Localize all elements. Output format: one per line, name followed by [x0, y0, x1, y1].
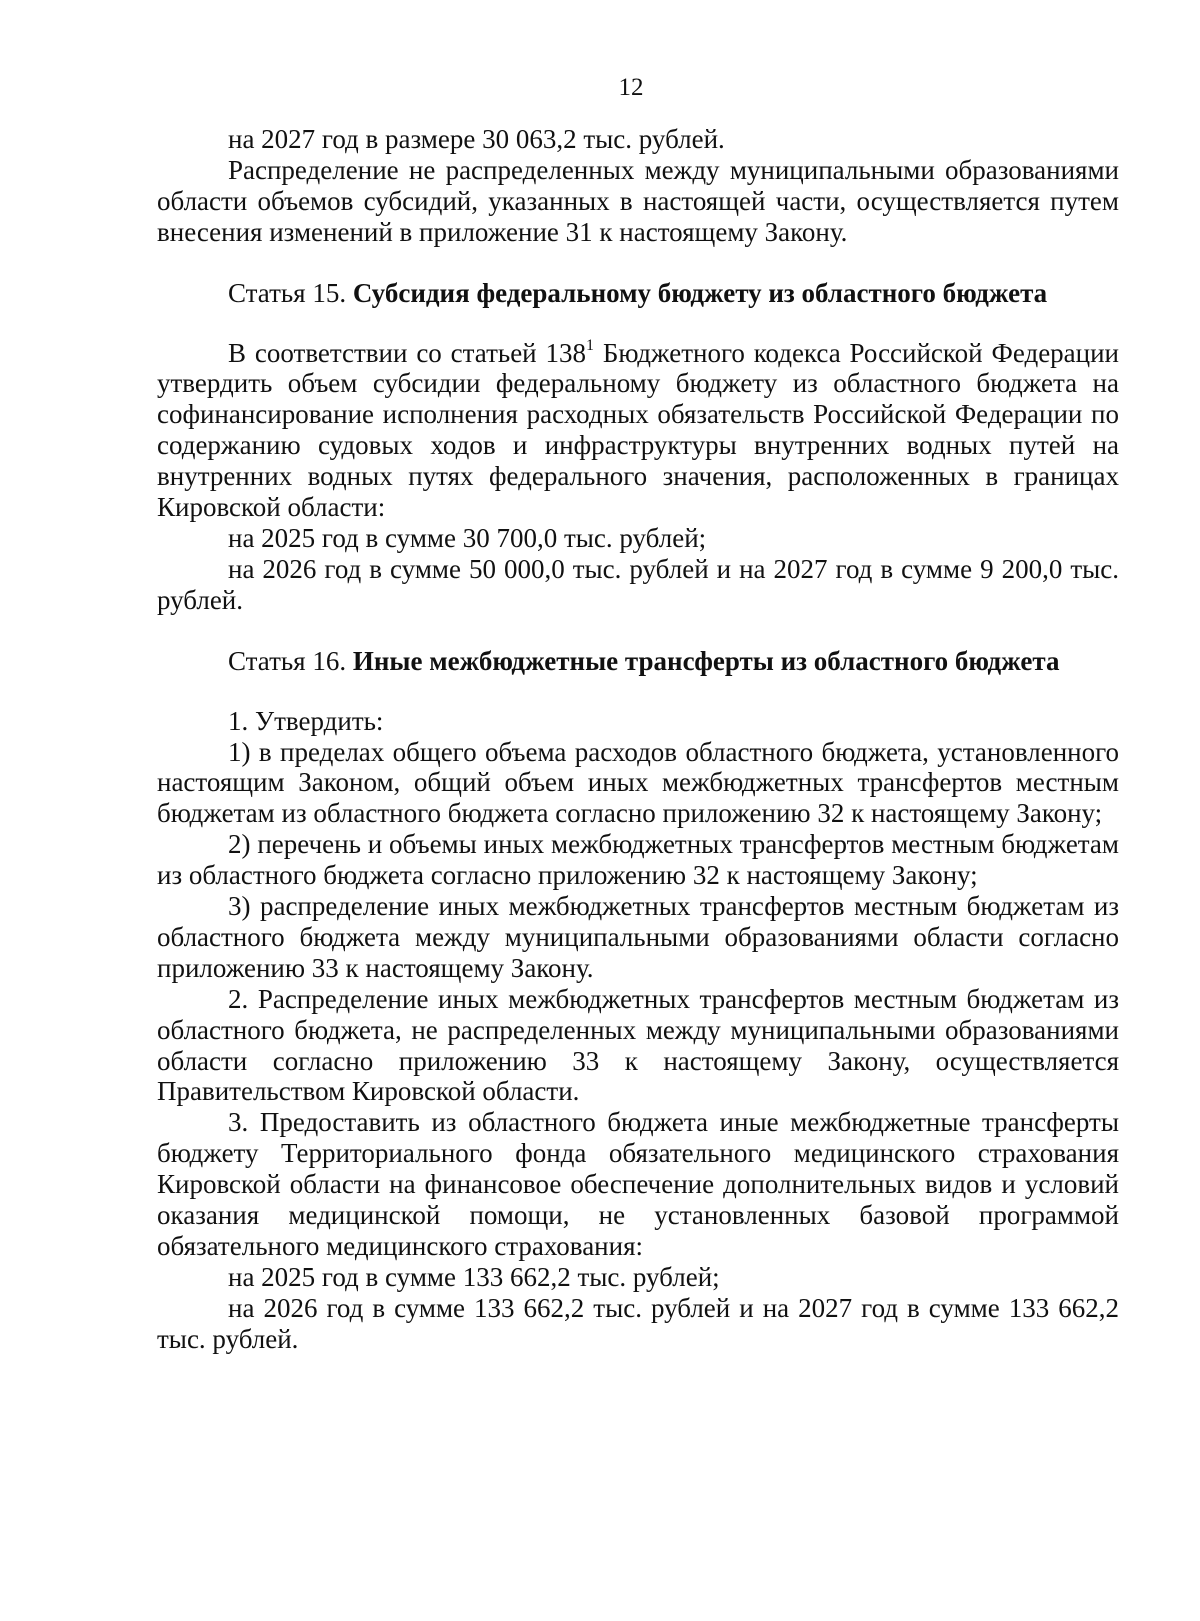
article-15-label: Статья 15.: [228, 277, 347, 308]
article-16-paragraph-7: на 2025 год в сумме 133 662,2 тыс. рублей;: [228, 1261, 720, 1292]
article-16-paragraph-3: 2) перечень и объемы иных межбюджетных трансфертов местным бюджетам из областного бюджета согласно приложению 32 к настоящему Закону;: [157, 829, 1119, 891]
article-16-paragraph-4: 3) распределение иных межбюджетных трансфертов местным бюджетам из областного бюджета между муниципальными образованиями области согласно приложению 33 к настоящему Закону.: [157, 891, 1119, 983]
article-16-paragraph-1: 1. Утвердить:: [228, 705, 384, 736]
article-16-paragraph-2: 1) в пределах общего объема расходов областного бюджета, установленного настоящим Законом, общий объем иных межбюджетных трансфертов местным бюджетам из областного бюджета согласно приложению 32 к настоящему Закону;: [157, 736, 1119, 829]
intro-paragraph-1: на 2027 год в размере 30 063,2 тыс. рублей.: [228, 124, 725, 154]
article-15-p1-start: В соответствии со статьей 138: [228, 337, 587, 368]
article-16-paragraph-6: 3. Предоставить из областного бюджета иные межбюджетные трансферты бюджету Территориального фонда обязательного медицинского страхования Кировской области на финансовое обеспечение дополнительных видов и условий оказания медицинской помощи, не установленных базовой программой обязательного медицинского страхования:: [157, 1107, 1119, 1261]
article-15-heading: [157, 278, 1119, 309]
article-15-title: Субсидия федеральному бюджету из областного бюджета: [352, 277, 1048, 308]
article-16-paragraph-5: 2. Распределение иных межбюджетных трансфертов местным бюджетам из областного бюджета, не распределенных между муниципальными образованиями области согласно приложению 33 к настоящему Закону, осуществляется Правительством Кировской области.: [157, 983, 1119, 1107]
article-15-paragraph-3: на 2026 год в сумме 50 000,0 тыс. рублей и на 2027 год в сумме 9 200,0 тыс. рублей.: [157, 553, 1119, 615]
article-15-paragraph-2: на 2025 год в сумме 30 700,0 тыс. рублей;: [228, 522, 707, 553]
article-16-title: Иные межбюджетные трансферты из областного бюджета: [352, 645, 1060, 676]
article-16-paragraph-8: на 2026 год в сумме 133 662,2 тыс. рублей и на 2027 год в сумме 133 662,2 тыс. рублей.: [157, 1292, 1119, 1354]
superscript: 1: [586, 336, 595, 354]
article-16-label: Статья 16.: [228, 645, 347, 676]
article-15-paragraph-1: [157, 338, 1119, 523]
article-15-p1-end: Бюджетного кодекса Российской Федерации утвердить объем субсидии федеральному бюджету из областного бюджета на софинансирование исполнения расходных обязательств Российской Федерации по содержанию судовых ходов и инфраструктуры внутренних водных путей на внутренних водных путях федерального значения, расположенных в границах Кировской области:: [157, 337, 1120, 523]
intro-paragraph-2: Распределение не распределенных между муниципальными образованиями области объемов субсидий, указанных в настоящей части, осуществляется путем внесения изменений в приложение 31 к настоящему Закону.: [157, 154, 1119, 247]
page-number: 12: [618, 74, 644, 101]
document-body: [157, 124, 1119, 1355]
article-16-heading: [157, 646, 1119, 677]
